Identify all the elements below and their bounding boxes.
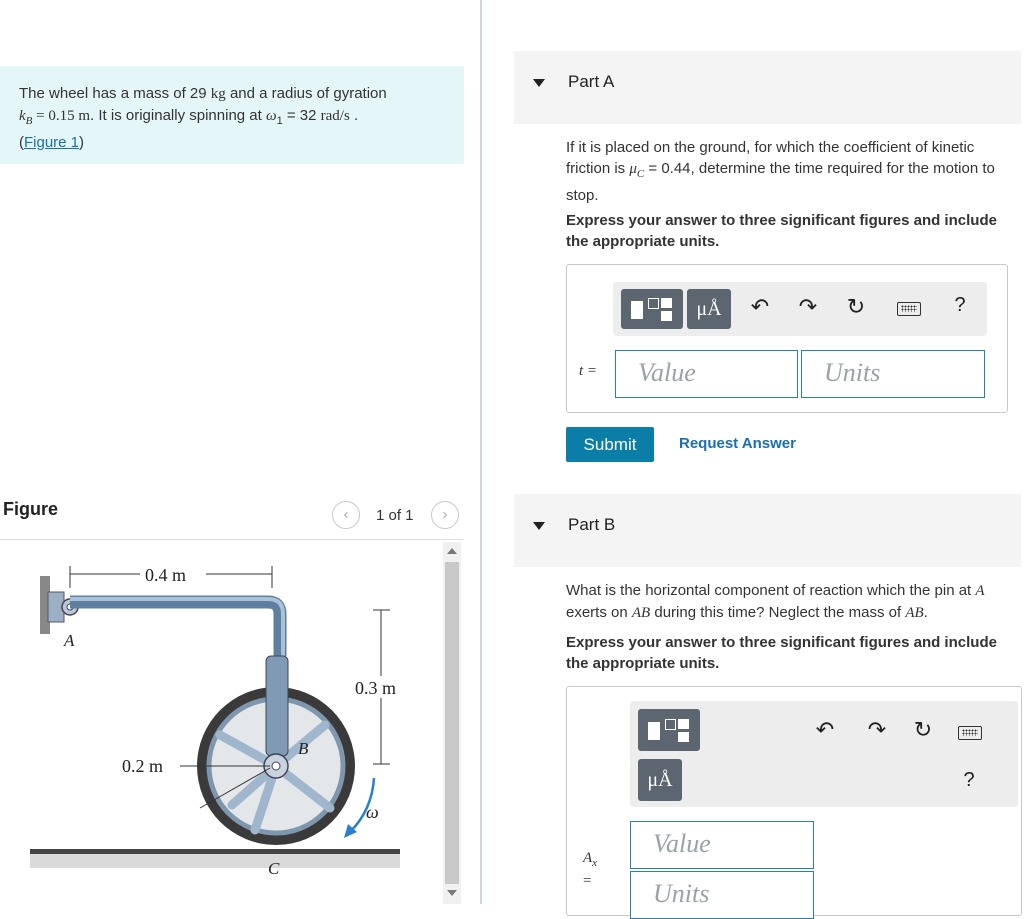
panel-divider[interactable] bbox=[480, 0, 482, 904]
part-b-question bbox=[566, 580, 1018, 624]
keyboard-icon[interactable] bbox=[897, 302, 921, 316]
help-button[interactable]: ? bbox=[963, 769, 975, 791]
label-c: C bbox=[268, 859, 280, 878]
omega-value: = 32 bbox=[282, 107, 321, 124]
chevron-left-icon: ‹ bbox=[343, 506, 349, 523]
part-b-title: Part B bbox=[568, 515, 616, 534]
part-a-question-text-2: = 0.44, determine the time required for the motion to stop. bbox=[566, 160, 995, 204]
scroll-down-icon[interactable] bbox=[447, 890, 457, 896]
scroll-thumb[interactable] bbox=[445, 562, 459, 884]
ab-symbol: AB bbox=[631, 605, 651, 621]
fork bbox=[266, 656, 288, 756]
caret-down-icon[interactable] bbox=[533, 79, 545, 87]
part-a-toolbar bbox=[613, 282, 987, 336]
ax-subscript: x bbox=[592, 857, 598, 869]
problem-text-3: . It is originally spinning at bbox=[90, 107, 266, 124]
omega-subscript: 1 bbox=[276, 115, 283, 127]
mass-unit: kg bbox=[210, 86, 226, 102]
part-a-title: Part A bbox=[568, 72, 615, 91]
mu-symbol: μ bbox=[629, 161, 637, 177]
part-b-question-text-1: What is the horizontal component of reaction which the pin at bbox=[566, 582, 976, 599]
dim-02-label: 0.2 m bbox=[122, 756, 164, 776]
units-button[interactable]: μÅ bbox=[687, 289, 731, 329]
undo-icon[interactable]: ↶ bbox=[815, 717, 835, 742]
units-button[interactable]: μÅ bbox=[638, 759, 682, 801]
keyboard-icon[interactable] bbox=[958, 726, 982, 740]
template-icon bbox=[631, 301, 643, 319]
prev-figure-button[interactable] bbox=[332, 501, 360, 529]
template-icon bbox=[648, 722, 660, 740]
ground-line bbox=[30, 849, 400, 854]
part-b-header[interactable] bbox=[514, 494, 1021, 567]
a-symbol: A bbox=[975, 583, 985, 599]
omega-unit: rad/s bbox=[320, 108, 350, 124]
dim-04-label: 0.4 m bbox=[145, 565, 187, 585]
part-a-question bbox=[566, 137, 1018, 206]
part-a-value-input[interactable]: Value bbox=[615, 350, 798, 398]
part-b-instructions: Express your answer to three significant figures and include the appropriate units. bbox=[566, 634, 997, 672]
ab-symbol-2: AB bbox=[905, 605, 924, 621]
t-label bbox=[579, 363, 597, 380]
part-b-value-input[interactable]: Value bbox=[630, 821, 814, 869]
undo-icon[interactable]: ↶ bbox=[750, 294, 770, 319]
problem-text-4: . bbox=[349, 107, 359, 124]
redo-icon[interactable]: ↷ bbox=[798, 294, 818, 319]
part-a-header[interactable] bbox=[514, 51, 1021, 124]
figure-image bbox=[0, 540, 440, 904]
omega-symbol: ω bbox=[265, 108, 277, 124]
label-b: B bbox=[298, 739, 309, 758]
redo-icon[interactable]: ↷ bbox=[867, 717, 887, 742]
wheel-diagram bbox=[0, 540, 440, 904]
figure-scrollbar[interactable] bbox=[443, 542, 461, 904]
template-button[interactable] bbox=[621, 289, 683, 329]
figure-title: Figure bbox=[3, 499, 59, 519]
next-figure-button[interactable] bbox=[431, 501, 459, 529]
problem-text-2: and a radius of gyration bbox=[225, 85, 387, 102]
part-b-answer-box bbox=[566, 686, 1022, 916]
label-omega: ω bbox=[366, 802, 379, 822]
figure-pager-text: 1 of 1 bbox=[376, 507, 414, 524]
problem-statement: The wheel has a mass of 29 kg and a radius of gyration $k_B = 0.15$ m. It is originally spinning at $\omega_1 = 32$ rad/s . (Figure 1) bbox=[0, 66, 464, 164]
submit-button[interactable]: Submit bbox=[566, 427, 654, 462]
reset-icon[interactable]: ↻ bbox=[846, 294, 866, 319]
mu-subscript: C bbox=[636, 168, 645, 180]
reset-icon[interactable]: ↻ bbox=[913, 717, 933, 742]
part-a-units-input[interactable]: Units bbox=[801, 350, 985, 398]
part-b-units-input[interactable]: Units bbox=[630, 871, 814, 919]
request-answer-link[interactable]: Request Answer bbox=[679, 435, 796, 452]
ax-symbol: A bbox=[583, 850, 593, 866]
dim-03-label: 0.3 m bbox=[355, 678, 397, 698]
kb-symbol: k bbox=[19, 108, 26, 124]
hub-center bbox=[272, 762, 280, 770]
part-b-toolbar bbox=[630, 701, 1018, 807]
scroll-up-icon[interactable] bbox=[447, 548, 457, 554]
template-button[interactable] bbox=[638, 709, 700, 751]
caret-down-icon[interactable] bbox=[533, 522, 545, 530]
ax-label bbox=[583, 849, 597, 890]
part-a-question-text-1: If it is placed on the ground, for which the coefficient of kinetic friction is bbox=[566, 139, 975, 177]
chevron-right-icon: › bbox=[442, 506, 448, 523]
ax-equals: = bbox=[583, 873, 592, 889]
arm-ab bbox=[70, 602, 280, 656]
part-b-question-text-2: exerts on bbox=[566, 604, 632, 621]
kb-subscript: B bbox=[25, 115, 33, 127]
help-button[interactable]: ? bbox=[954, 294, 966, 316]
problem-text-1: The wheel has a mass of 29 bbox=[19, 85, 211, 102]
figure-link[interactable]: Figure 1 bbox=[24, 134, 80, 151]
ground-hatch bbox=[30, 854, 400, 868]
part-a-answer-box bbox=[566, 264, 1008, 413]
part-b-question-text-3: during this time? Neglect the mass of bbox=[650, 604, 906, 621]
part-b-question-text-4: . bbox=[923, 604, 928, 621]
label-a: A bbox=[64, 631, 75, 650]
t-var: t = bbox=[579, 363, 598, 379]
kb-value: = 0.15 m bbox=[32, 108, 91, 124]
part-a-instructions: Express your answer to three significant figures and include the appropriate units. bbox=[566, 212, 997, 250]
